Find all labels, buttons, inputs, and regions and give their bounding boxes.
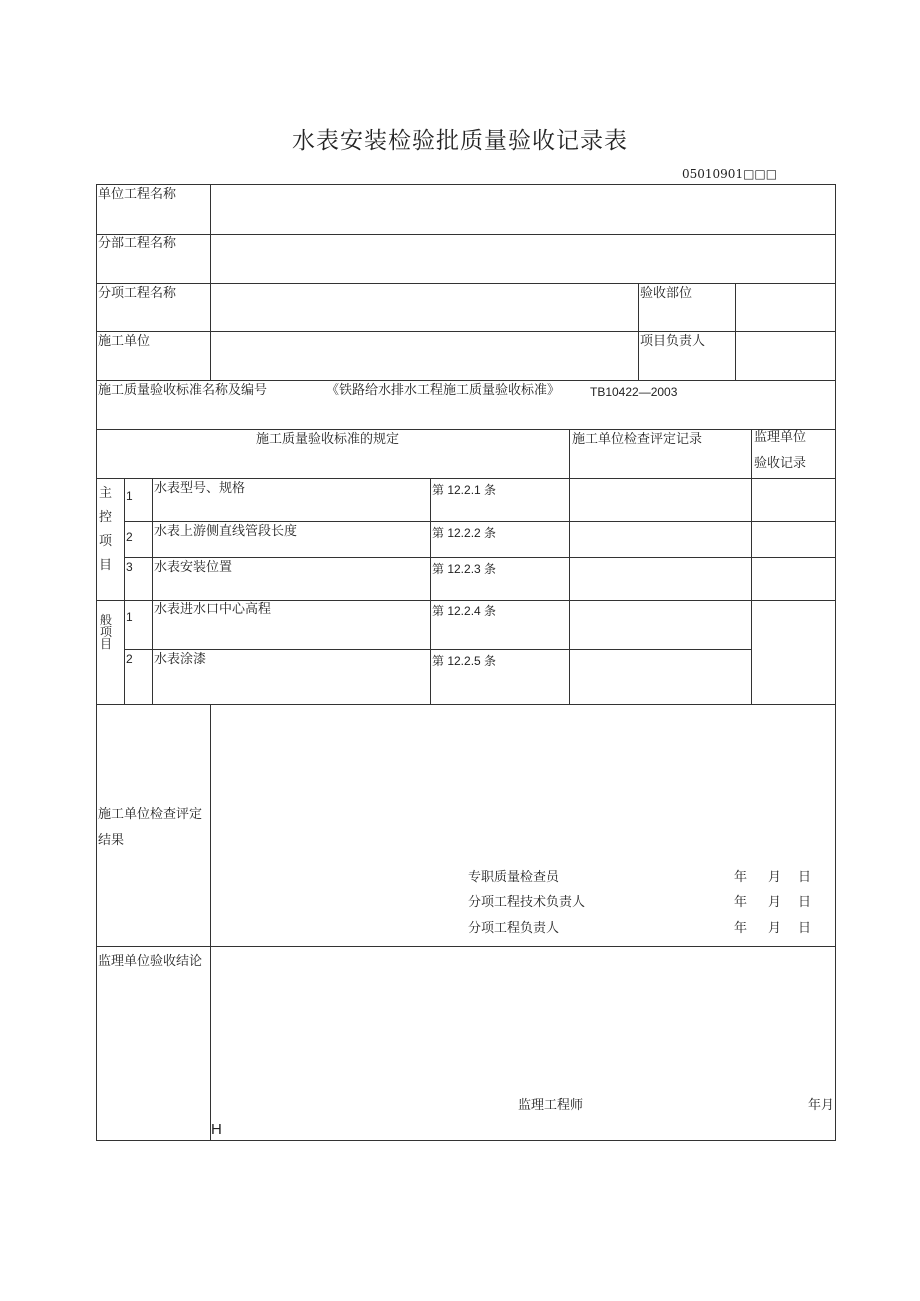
- signer-quality-inspector: 专职质量检查员: [468, 870, 560, 885]
- general-items-label: 般项目: [100, 613, 113, 651]
- construction-unit-label: 施工单位: [98, 334, 151, 349]
- subitem-project-label: 分项工程名称: [98, 286, 177, 301]
- col-supervision-record-header-1: 监理单位: [754, 430, 807, 445]
- item-number: 2: [126, 652, 133, 666]
- item-number: 2: [126, 530, 133, 544]
- division-project-label: 分部工程名称: [98, 236, 177, 251]
- signer-technical-lead: 分项工程技术负责人: [468, 895, 586, 910]
- construction-unit-value[interactable]: [211, 332, 637, 380]
- acceptance-part-value[interactable]: [736, 284, 835, 331]
- supervision-record-cell[interactable]: [752, 558, 835, 600]
- date-day: 日: [798, 895, 812, 910]
- project-manager-value[interactable]: [736, 332, 835, 380]
- item-number: 1: [126, 489, 133, 503]
- unit-project-label: 单位工程名称: [98, 187, 177, 202]
- construction-record-cell[interactable]: [570, 558, 751, 600]
- construction-result-field[interactable]: [211, 705, 835, 865]
- subitem-project-value[interactable]: [211, 284, 637, 331]
- unit-project-value[interactable]: [211, 185, 835, 234]
- item-clause: 第 12.2.3 条: [432, 562, 497, 576]
- construction-record-cell[interactable]: [570, 522, 751, 557]
- date-year: 年: [734, 870, 748, 885]
- item-name: 水表安装位置: [154, 560, 233, 575]
- col-construction-record-header: 施工单位检查评定记录: [572, 432, 703, 447]
- item-number: 1: [126, 610, 133, 624]
- item-name: 水表进水口中心高程: [154, 602, 272, 617]
- signer-subitem-lead: 分项工程负责人: [468, 921, 560, 936]
- form-code: 05010901□□□: [682, 167, 778, 181]
- date-month: 月: [768, 921, 782, 936]
- general-supervision-record-cell[interactable]: [752, 601, 835, 704]
- supervision-record-cell[interactable]: [752, 522, 835, 557]
- supervision-conclusion-label: 监理单位验收结论: [98, 954, 203, 969]
- item-clause: 第 12.2.4 条: [432, 604, 497, 618]
- page-title: 水表安装检验批质量验收记录表: [292, 128, 628, 154]
- date-year: 年: [734, 895, 748, 910]
- supervision-conclusion-field[interactable]: [211, 947, 835, 1087]
- supervision-date-tail: H: [211, 1121, 222, 1138]
- standard-code: TB10422—2003: [590, 385, 678, 399]
- date-month: 月: [768, 895, 782, 910]
- project-manager-label: 项目负责人: [640, 334, 706, 349]
- standard-label: 施工质量验收标准名称及编号: [98, 383, 268, 398]
- item-clause: 第 12.2.5 条: [432, 654, 497, 668]
- supervision-record-cell[interactable]: [752, 479, 835, 521]
- col-supervision-record-header-2: 验收记录: [754, 456, 807, 471]
- item-name: 水表涂漆: [154, 652, 207, 667]
- item-clause: 第 12.2.1 条: [432, 483, 497, 497]
- standard-name: 《铁路给水排水工程施工质量验收标准》: [326, 383, 561, 398]
- item-name: 水表型号、规格: [154, 481, 246, 496]
- date-year: 年: [734, 921, 748, 936]
- item-number: 3: [126, 560, 133, 574]
- supervision-engineer-label: 监理工程师: [518, 1098, 584, 1113]
- item-clause: 第 12.2.2 条: [432, 526, 497, 540]
- division-project-value[interactable]: [211, 235, 835, 283]
- date-day: 日: [798, 870, 812, 885]
- date-day: 日: [798, 921, 812, 936]
- construction-record-cell[interactable]: [570, 650, 751, 704]
- supervision-date-partial: 年月: [808, 1098, 835, 1113]
- col-standard-header: 施工质量验收标准的规定: [256, 432, 400, 447]
- construction-result-label: 施工单位检查评定结果: [98, 807, 203, 848]
- main-control-label: 主控项目: [99, 486, 113, 573]
- date-month: 月: [768, 870, 782, 885]
- construction-record-cell[interactable]: [570, 601, 751, 649]
- construction-record-cell[interactable]: [570, 479, 751, 521]
- item-name: 水表上游侧直线管段长度: [154, 524, 298, 539]
- acceptance-part-label: 验收部位: [640, 286, 693, 301]
